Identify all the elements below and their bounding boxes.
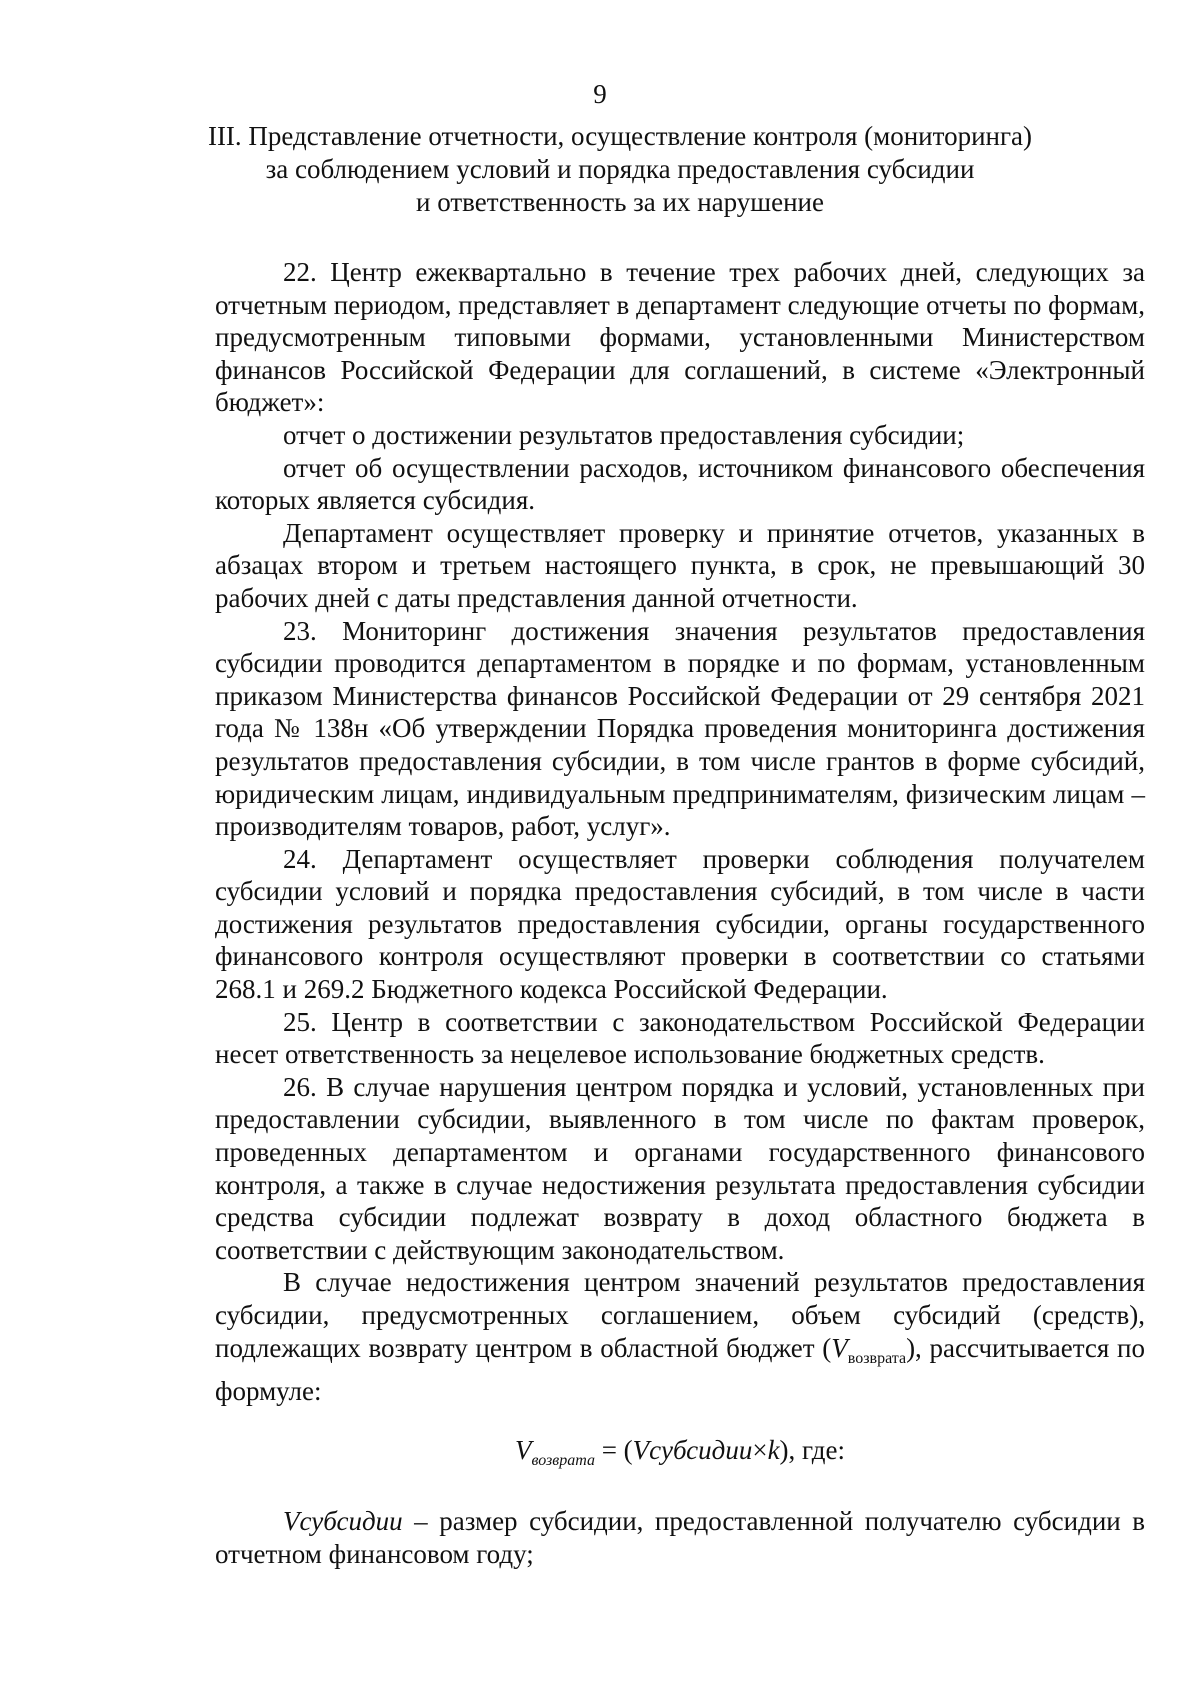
- heading-line-3: и ответственность за их нарушение: [416, 187, 824, 217]
- formula-k: k: [767, 1434, 780, 1465]
- formula: [215, 1434, 1145, 1478]
- paragraph-22: 22. Центр ежеквартально в течение трех рабочих дней, следующих за отчетным периодом, представляет в департамент следующие отчеты по формам, предусмотренным типовыми формами, установленными Министерством финансов Российской Федерации для соглашений, в системе «Электронный бюджет»:: [215, 257, 1145, 418]
- heading-line-2: за соблюдением условий и порядка предоставления субсидии: [265, 154, 975, 184]
- page-number: 9: [593, 79, 607, 109]
- section-heading: [150, 120, 1090, 219]
- definition-vsubsidy: [215, 1505, 1145, 1570]
- formula-v-subscript: возврата: [531, 1451, 595, 1469]
- calc-text-end: ), рассчитывается по формуле:: [215, 1332, 1145, 1407]
- heading-line-1: III. Представление отчетности, осуществление контроля (мониторинга): [207, 121, 1033, 151]
- formula-times: ×: [752, 1434, 768, 1465]
- formula-eq: = (: [594, 1434, 633, 1465]
- paragraph-22-review: Департамент осуществляет проверку и принятие отчетов, указанных в абзацах втором и третьем настоящего пункта, в срок, не превышающий 30 рабочих дней с даты представления данной отчетности.: [215, 517, 1145, 613]
- paragraph-22-report-expenses: отчет об осуществлении расходов, источником финансового обеспечения которых является субсидия.: [215, 452, 1145, 516]
- formula-vsubsidy: Vсубсидии: [632, 1434, 753, 1465]
- definition-text: – размер субсидии, предоставленной получателю субсидии в отчетном финансовом году;: [215, 1506, 1145, 1569]
- paragraph-26-calculation: [215, 1266, 1145, 1407]
- calc-v-subscript: возврата: [847, 1349, 907, 1367]
- document-body: [215, 256, 1145, 1571]
- paragraph-23: 23. Мониторинг достижения значения результатов предоставления субсидии проводится департаментом в порядке и по формам, установленным приказом Министерства финансов Российской Федерации от 29 сентября 2021 года № 138н «Об утверждении Порядка проведения мониторинга достижения результатов предоставления субсидии, в том числе грантов в форме субсидий, юридическим лицам, индивидуальным предпринимателям, физическим лицам – производителям товаров, работ, услуг».: [215, 615, 1145, 842]
- paragraph-24: 24. Департамент осуществляет проверки соблюдения получателем субсидии условий и порядка предоставления субсидий, в том числе в части достижения результатов предоставления субсидии, органы государственного финансового контроля осуществляют проверки в соответствии со статьями 268.1 и 269.2 Бюджетного кодекса Российской Федерации.: [215, 843, 1145, 1005]
- paragraph-25: 25. Центр в соответствии с законодательством Российской Федерации несет ответственность за нецелевое использование бюджетных средств.: [215, 1006, 1145, 1070]
- paragraph-26: 26. В случае нарушения центром порядка и условий, установленных при предоставлении субсидии, выявленного в том числе по фактам проверок, проведенных департаментом и органами государственного финансового контроля, а также в случае недостижения результата предоставления субсидии средства субсидии подлежат возврату в доход областного бюджета в соответствии с действующим законодательством.: [215, 1071, 1145, 1265]
- calc-v-symbol: V: [831, 1332, 848, 1363]
- definition-term: Vсубсидии: [283, 1506, 403, 1537]
- formula-tail: ), где:: [779, 1434, 845, 1465]
- formula-v: V: [514, 1434, 532, 1465]
- calc-text-start: В случае недостижения центром значений результатов предоставления субсидии, предусмотренных соглашением, объем субсидий (средств), подлежащих возврату центром в областной бюджет (: [215, 1267, 1145, 1363]
- paragraph-22-report-results: отчет о достижении результатов предоставления субсидии;: [283, 419, 965, 450]
